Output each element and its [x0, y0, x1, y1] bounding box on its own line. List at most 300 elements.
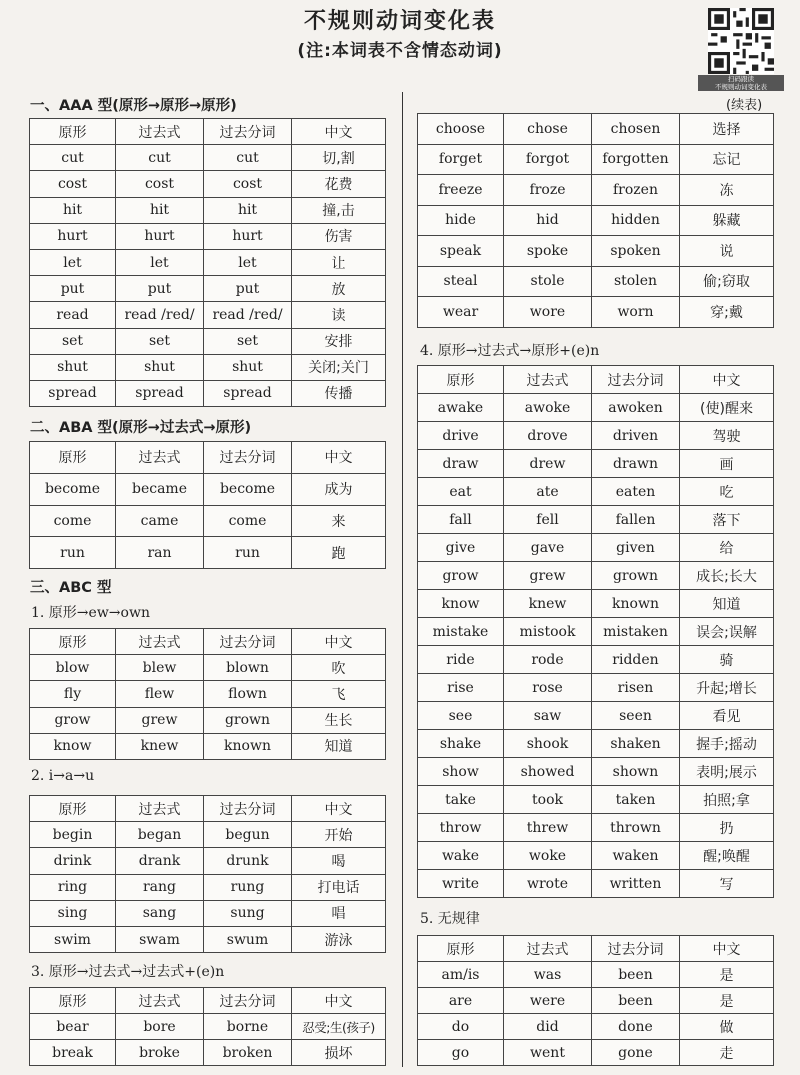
subheading-past-en: 3. 原形→过去式→过去式+(e)n	[31, 964, 225, 980]
past-participle-cell: blown	[204, 655, 292, 681]
past-participle-cell: become	[204, 473, 292, 505]
base-form-cell: drink	[30, 848, 116, 874]
chinese-meaning-cell: 穿;戴	[680, 297, 774, 328]
past-tense-cell: bore	[116, 1014, 204, 1040]
table-row	[418, 674, 774, 702]
chinese-meaning-cell: 驾驶	[680, 422, 774, 450]
base-form-cell: blow	[30, 655, 116, 681]
past-tense-cell: grew	[504, 562, 592, 590]
table-row	[30, 354, 386, 380]
past-participle-cell: flown	[204, 681, 292, 707]
column-header: 过去分词	[204, 629, 292, 655]
base-form-cell: grow	[30, 707, 116, 733]
base-form-cell: awake	[418, 394, 504, 422]
table-row	[30, 733, 386, 759]
past-participle-cell: driven	[592, 422, 680, 450]
table-header-row	[30, 119, 386, 145]
past-participle-cell: read /red/	[204, 302, 292, 328]
past-tense-cell: showed	[504, 758, 592, 786]
past-tense-cell: came	[116, 505, 204, 537]
table-row	[30, 249, 386, 275]
base-form-cell: begin	[30, 822, 116, 848]
past-participle-cell: grown	[204, 707, 292, 733]
base-form-cell: choose	[418, 114, 504, 145]
chinese-meaning-cell: 开始	[292, 822, 386, 848]
past-participle-cell: been	[592, 962, 680, 988]
base-form-cell: take	[418, 786, 504, 814]
column-header: 原形	[30, 119, 116, 145]
table-row	[418, 534, 774, 562]
chinese-meaning-cell: 忘记	[680, 144, 774, 175]
past-tense-cell: were	[504, 988, 592, 1014]
past-tense-cell: drew	[504, 450, 592, 478]
past-participle-cell: shaken	[592, 730, 680, 758]
base-form-cell: go	[418, 1040, 504, 1066]
past-tense-cell: froze	[504, 175, 592, 206]
table-row	[418, 422, 774, 450]
base-form-cell: ring	[30, 874, 116, 900]
subheading-ew-own: 1. 原形→ew→own	[31, 605, 150, 621]
past-participle-cell: stolen	[592, 266, 680, 297]
base-form-cell: wear	[418, 297, 504, 328]
chinese-meaning-cell: 扔	[680, 814, 774, 842]
chinese-meaning-cell: 知道	[292, 733, 386, 759]
past-tense-cell: gave	[504, 534, 592, 562]
past-tense-cell: spread	[116, 380, 204, 406]
chinese-meaning-cell: 握手;摇动	[680, 730, 774, 758]
table-row	[30, 145, 386, 171]
base-form-cell: wake	[418, 842, 504, 870]
column-header: 原形	[418, 936, 504, 962]
chinese-meaning-cell: 误会;误解	[680, 618, 774, 646]
past-participle-cell: done	[592, 1014, 680, 1040]
past-tense-cell: wrote	[504, 870, 592, 898]
table-row	[30, 328, 386, 354]
column-header: 过去式	[116, 988, 204, 1014]
past-participle-cell: come	[204, 505, 292, 537]
column-header: 中文	[680, 936, 774, 962]
base-form-cell: sing	[30, 900, 116, 926]
chinese-meaning-cell: 给	[680, 534, 774, 562]
table-row	[30, 276, 386, 302]
chinese-meaning-cell: 喝	[292, 848, 386, 874]
table-row	[418, 1040, 774, 1066]
past-tense-cell: rode	[504, 646, 592, 674]
past-tense-cell: mistook	[504, 618, 592, 646]
past-tense-cell: threw	[504, 814, 592, 842]
base-form-cell: shake	[418, 730, 504, 758]
past-participle-cell: shut	[204, 354, 292, 380]
qr-caption-line: 不规则动词变化表	[715, 83, 767, 91]
column-header: 过去式	[116, 442, 204, 474]
base-form-cell: grow	[418, 562, 504, 590]
past-tense-cell: began	[116, 822, 204, 848]
table-row	[30, 848, 386, 874]
qr-code[interactable]	[708, 8, 774, 74]
chinese-meaning-cell: 醒;唤醒	[680, 842, 774, 870]
page-subtitle: (注:本词表不含情态动词)	[297, 41, 503, 61]
base-form-cell: become	[30, 473, 116, 505]
past-tense-cell: took	[504, 786, 592, 814]
column-header: 过去式	[504, 366, 592, 394]
chinese-meaning-cell: 写	[680, 870, 774, 898]
base-form-cell: eat	[418, 478, 504, 506]
past-tense-cell: fell	[504, 506, 592, 534]
table-ew-own	[29, 628, 386, 760]
chinese-meaning-cell: 生长	[292, 707, 386, 733]
table-row	[418, 114, 774, 145]
chinese-meaning-cell: 偷;窃取	[680, 266, 774, 297]
chinese-meaning-cell: 损坏	[292, 1040, 386, 1066]
base-form-cell: hit	[30, 197, 116, 223]
table-row	[418, 988, 774, 1014]
past-tense-cell: read /red/	[116, 302, 204, 328]
chinese-meaning-cell: 走	[680, 1040, 774, 1066]
table-row	[418, 506, 774, 534]
column-header: 原形	[30, 796, 116, 822]
column-header: 过去式	[116, 796, 204, 822]
base-form-cell: mistake	[418, 618, 504, 646]
base-form-cell: bear	[30, 1014, 116, 1040]
chinese-meaning-cell: 撞,击	[292, 197, 386, 223]
past-participle-cell: taken	[592, 786, 680, 814]
base-form-cell: forget	[418, 144, 504, 175]
past-participle-cell: frozen	[592, 175, 680, 206]
past-participle-cell: run	[204, 537, 292, 569]
base-form-cell: show	[418, 758, 504, 786]
past-tense-cell: cost	[116, 171, 204, 197]
chinese-meaning-cell: 安排	[292, 328, 386, 354]
subheading-i-a-u: 2. i→a→u	[31, 768, 95, 784]
chinese-meaning-cell: 看见	[680, 702, 774, 730]
past-participle-cell: broken	[204, 1040, 292, 1066]
past-tense-cell: woke	[504, 842, 592, 870]
table-row	[30, 655, 386, 681]
table-row	[418, 478, 774, 506]
base-form-cell: read	[30, 302, 116, 328]
base-form-cell: see	[418, 702, 504, 730]
past-tense-cell: forgot	[504, 144, 592, 175]
chinese-meaning-cell: 骑	[680, 646, 774, 674]
table-row	[418, 870, 774, 898]
chinese-meaning-cell: 让	[292, 249, 386, 275]
table-row	[30, 537, 386, 569]
chinese-meaning-cell: 游泳	[292, 926, 386, 952]
chinese-meaning-cell: 说	[680, 236, 774, 267]
past-tense-cell: knew	[504, 590, 592, 618]
past-tense-cell: did	[504, 1014, 592, 1040]
column-header: 原形	[30, 442, 116, 474]
column-header: 中文	[292, 629, 386, 655]
base-form-cell: come	[30, 505, 116, 537]
column-header: 原形	[418, 366, 504, 394]
base-form-cell: break	[30, 1040, 116, 1066]
past-participle-cell: written	[592, 870, 680, 898]
past-tense-cell: shut	[116, 354, 204, 380]
base-form-cell: put	[30, 276, 116, 302]
column-header: 过去分词	[204, 442, 292, 474]
chinese-meaning-cell: 做	[680, 1014, 774, 1040]
past-tense-cell: flew	[116, 681, 204, 707]
table-row	[30, 171, 386, 197]
table-row	[418, 702, 774, 730]
past-tense-cell: set	[116, 328, 204, 354]
past-tense-cell: shook	[504, 730, 592, 758]
base-form-cell: give	[418, 534, 504, 562]
table-row	[30, 223, 386, 249]
table-row	[418, 1014, 774, 1040]
column-divider	[402, 92, 403, 1067]
continued-label: (续表)	[726, 98, 763, 113]
chinese-meaning-cell: 吹	[292, 655, 386, 681]
table-irregular	[417, 935, 774, 1066]
table-row	[418, 394, 774, 422]
table-row	[30, 505, 386, 537]
base-form-cell: know	[418, 590, 504, 618]
table-row	[418, 786, 774, 814]
base-form-cell: spread	[30, 380, 116, 406]
past-tense-cell: knew	[116, 733, 204, 759]
section-heading-abc: 三、ABC 型	[30, 580, 112, 596]
table-row	[418, 814, 774, 842]
table-row	[418, 562, 774, 590]
table-row	[30, 473, 386, 505]
past-participle-cell: waken	[592, 842, 680, 870]
past-tense-cell: blew	[116, 655, 204, 681]
past-tense-cell: became	[116, 473, 204, 505]
column-header: 原形	[30, 988, 116, 1014]
base-form-cell: do	[418, 1014, 504, 1040]
base-form-cell: drive	[418, 422, 504, 450]
column-header: 中文	[292, 796, 386, 822]
table-row	[30, 197, 386, 223]
past-tense-cell: hit	[116, 197, 204, 223]
column-header: 中文	[292, 119, 386, 145]
past-tense-cell: grew	[116, 707, 204, 733]
base-form-cell: hide	[418, 205, 504, 236]
past-participle-cell: given	[592, 534, 680, 562]
table-row	[418, 646, 774, 674]
table-row	[418, 730, 774, 758]
past-participle-cell: let	[204, 249, 292, 275]
table-row	[30, 900, 386, 926]
chinese-meaning-cell: 跑	[292, 537, 386, 569]
chinese-meaning-cell: 来	[292, 505, 386, 537]
past-participle-cell: gone	[592, 1040, 680, 1066]
column-header: 过去分词	[204, 796, 292, 822]
table-past-en	[29, 987, 386, 1066]
past-tense-cell: spoke	[504, 236, 592, 267]
chinese-meaning-cell: 落下	[680, 506, 774, 534]
chinese-meaning-cell: 唱	[292, 900, 386, 926]
table-row	[30, 302, 386, 328]
past-tense-cell: hurt	[116, 223, 204, 249]
table-header-row	[30, 988, 386, 1014]
chinese-meaning-cell: 画	[680, 450, 774, 478]
base-form-cell: hurt	[30, 223, 116, 249]
table-row	[30, 822, 386, 848]
chinese-meaning-cell: 吃	[680, 478, 774, 506]
past-participle-cell: swum	[204, 926, 292, 952]
past-tense-cell: let	[116, 249, 204, 275]
past-participle-cell: set	[204, 328, 292, 354]
chinese-meaning-cell: 读	[292, 302, 386, 328]
table-header-row	[30, 442, 386, 474]
qr-caption	[698, 75, 784, 91]
past-participle-cell: put	[204, 276, 292, 302]
past-participle-cell: worn	[592, 297, 680, 328]
past-tense-cell: rang	[116, 874, 204, 900]
column-header: 中文	[680, 366, 774, 394]
base-form-cell: freeze	[418, 175, 504, 206]
past-participle-cell: awoken	[592, 394, 680, 422]
column-header: 过去分词	[204, 119, 292, 145]
base-form-cell: swim	[30, 926, 116, 952]
past-tense-cell: rose	[504, 674, 592, 702]
column-header: 过去式	[116, 119, 204, 145]
past-tense-cell: swam	[116, 926, 204, 952]
base-form-cell: cost	[30, 171, 116, 197]
column-header: 过去式	[504, 936, 592, 962]
table-row	[418, 297, 774, 328]
base-form-cell: cut	[30, 145, 116, 171]
table-base-en	[417, 365, 774, 898]
chinese-meaning-cell: 花费	[292, 171, 386, 197]
table-i-a-u	[29, 795, 386, 953]
chinese-meaning-cell: 伤害	[292, 223, 386, 249]
table-row	[418, 842, 774, 870]
base-form-cell: throw	[418, 814, 504, 842]
table-past-en-continued	[417, 113, 774, 328]
table-aba	[29, 441, 386, 569]
base-form-cell: am/is	[418, 962, 504, 988]
past-tense-cell: drank	[116, 848, 204, 874]
base-form-cell: shut	[30, 354, 116, 380]
base-form-cell: steal	[418, 266, 504, 297]
chinese-meaning-cell: 忍受;生(孩子)	[292, 1014, 386, 1040]
past-participle-cell: hidden	[592, 205, 680, 236]
column-header: 过去分词	[204, 988, 292, 1014]
chinese-meaning-cell: 躲藏	[680, 205, 774, 236]
chinese-meaning-cell: 切,割	[292, 145, 386, 171]
page-title: 不规则动词变化表	[303, 9, 496, 34]
past-participle-cell: hurt	[204, 223, 292, 249]
base-form-cell: fly	[30, 681, 116, 707]
table-row	[418, 175, 774, 206]
column-header: 过去式	[116, 629, 204, 655]
chinese-meaning-cell: 是	[680, 962, 774, 988]
past-participle-cell: shown	[592, 758, 680, 786]
table-header-row	[418, 936, 774, 962]
past-tense-cell: hid	[504, 205, 592, 236]
chinese-meaning-cell: 是	[680, 988, 774, 1014]
past-tense-cell: ate	[504, 478, 592, 506]
past-tense-cell: saw	[504, 702, 592, 730]
base-form-cell: ride	[418, 646, 504, 674]
table-row	[30, 380, 386, 406]
subheading-irregular: 5. 无规律	[420, 911, 480, 927]
past-participle-cell: grown	[592, 562, 680, 590]
chinese-meaning-cell: 放	[292, 276, 386, 302]
past-participle-cell: fallen	[592, 506, 680, 534]
past-tense-cell: ran	[116, 537, 204, 569]
past-participle-cell: spread	[204, 380, 292, 406]
table-row	[418, 590, 774, 618]
past-participle-cell: drawn	[592, 450, 680, 478]
base-form-cell: know	[30, 733, 116, 759]
past-tense-cell: chose	[504, 114, 592, 145]
table-row	[30, 926, 386, 952]
column-header: 中文	[292, 442, 386, 474]
base-form-cell: fall	[418, 506, 504, 534]
past-participle-cell: known	[592, 590, 680, 618]
past-participle-cell: begun	[204, 822, 292, 848]
table-row	[30, 1040, 386, 1066]
chinese-meaning-cell: 打电话	[292, 874, 386, 900]
base-form-cell: are	[418, 988, 504, 1014]
past-participle-cell: cost	[204, 171, 292, 197]
subheading-base-en: 4. 原形→过去式→原形+(e)n	[420, 343, 600, 359]
chinese-meaning-cell: 表明;展示	[680, 758, 774, 786]
qr-code-icon	[708, 8, 774, 74]
chinese-meaning-cell: 成长;长大	[680, 562, 774, 590]
past-tense-cell: broke	[116, 1040, 204, 1066]
column-header: 中文	[292, 988, 386, 1014]
table-row	[30, 681, 386, 707]
column-header: 原形	[30, 629, 116, 655]
past-participle-cell: chosen	[592, 114, 680, 145]
table-row	[418, 962, 774, 988]
past-tense-cell: went	[504, 1040, 592, 1066]
past-tense-cell: cut	[116, 145, 204, 171]
table-row	[418, 205, 774, 236]
past-participle-cell: borne	[204, 1014, 292, 1040]
table-aaa	[29, 118, 386, 407]
past-participle-cell: ridden	[592, 646, 680, 674]
table-row	[418, 236, 774, 267]
table-header-row	[30, 629, 386, 655]
past-tense-cell: awoke	[504, 394, 592, 422]
past-participle-cell: seen	[592, 702, 680, 730]
past-participle-cell: rung	[204, 874, 292, 900]
past-participle-cell: sung	[204, 900, 292, 926]
chinese-meaning-cell: 冻	[680, 175, 774, 206]
table-row	[30, 1014, 386, 1040]
past-participle-cell: hit	[204, 197, 292, 223]
past-tense-cell: sang	[116, 900, 204, 926]
chinese-meaning-cell: 关闭;关门	[292, 354, 386, 380]
table-header-row	[418, 366, 774, 394]
past-participle-cell: eaten	[592, 478, 680, 506]
past-tense-cell: put	[116, 276, 204, 302]
past-participle-cell: cut	[204, 145, 292, 171]
base-form-cell: draw	[418, 450, 504, 478]
base-form-cell: write	[418, 870, 504, 898]
past-participle-cell: drunk	[204, 848, 292, 874]
base-form-cell: let	[30, 249, 116, 275]
table-row	[418, 618, 774, 646]
past-tense-cell: wore	[504, 297, 592, 328]
base-form-cell: run	[30, 537, 116, 569]
chinese-meaning-cell: 拍照;拿	[680, 786, 774, 814]
table-row	[30, 707, 386, 733]
table-header-row	[30, 796, 386, 822]
past-participle-cell: thrown	[592, 814, 680, 842]
table-row	[30, 874, 386, 900]
qr-caption-line: 扫码跟读	[728, 75, 754, 83]
base-form-cell: speak	[418, 236, 504, 267]
table-row	[418, 758, 774, 786]
